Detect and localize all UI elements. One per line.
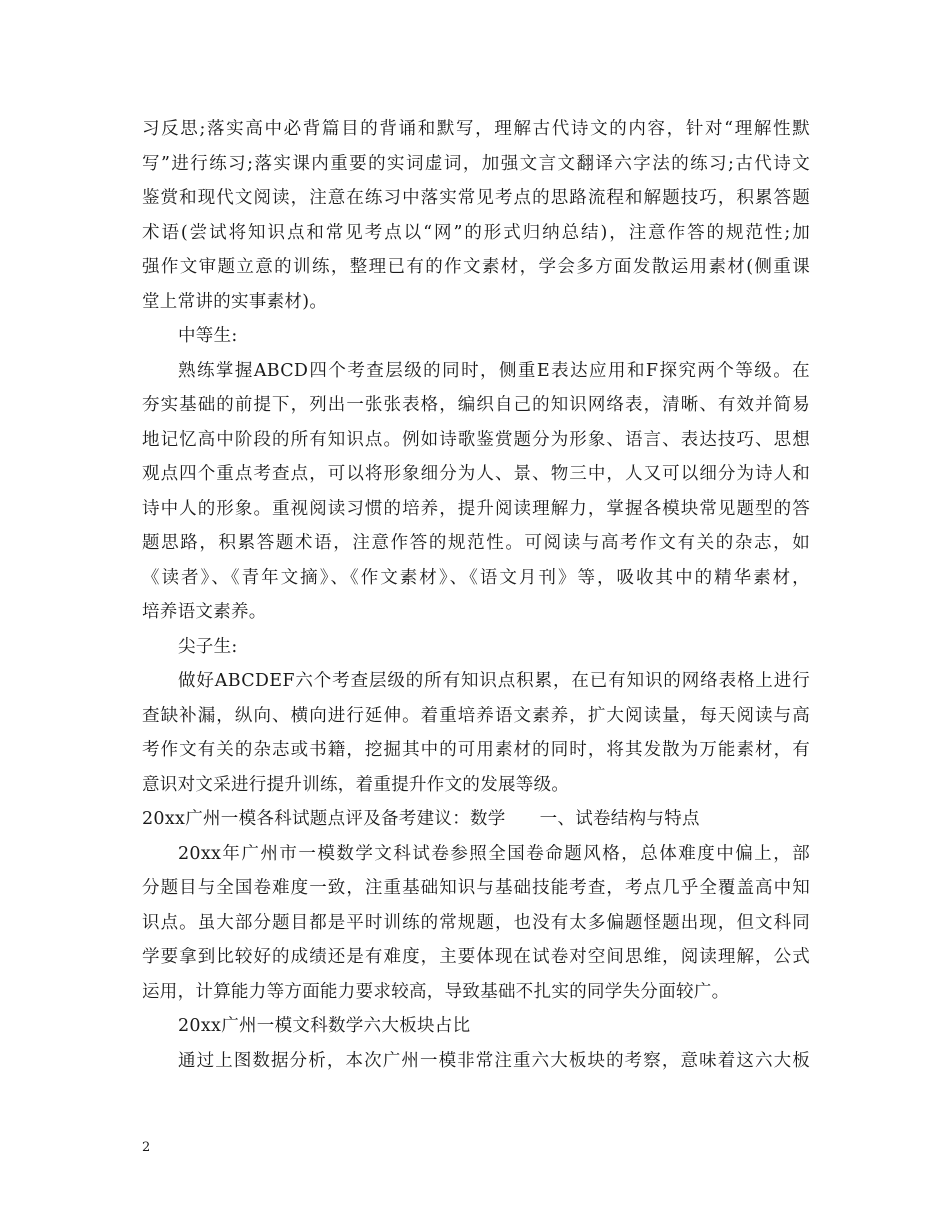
- text-line: 强作文审题立意的训练，整理已有的作文素材，学会多方面发散运用素材(侧重课: [142, 257, 810, 277]
- section-heading-title: 20xx广州一模各科试题点评及备考建议：数学: [142, 809, 506, 829]
- text-line: 术语(尝试将知识点和常见考点以“网”的形式归纳总结)，注意作答的规范性;加: [142, 222, 810, 243]
- text-line: 做好ABCDEF六个考查层级的所有知识点积累，在已有知识的网络表格上进行: [178, 671, 810, 691]
- text-line: 夯实基础的前提下，列出一张张表格，编织自己的知识网络表，清晰、有效并简易: [142, 395, 810, 415]
- text-line: 20xx广州一模文科数学六大板块占比: [178, 1016, 471, 1036]
- text-line: 尖子生:: [178, 636, 238, 657]
- text-line: 通过上图数据分析，本次广州一模非常注重六大板块的考察，意味着这六大板: [178, 1050, 810, 1071]
- text-line: 地记忆高中阶段的所有知识点。例如诗歌鉴赏题分为形象、语言、表达技巧、思想: [142, 429, 810, 450]
- text-line: 中等生:: [178, 326, 238, 346]
- text-line: 学要拿到比较好的成绩还是有难度，主要体现在试卷对空间思维，阅读理解，公式: [142, 947, 810, 967]
- text-line: 意识对文采进行提升训练，着重提升作文的发展等级。: [142, 774, 570, 795]
- text-line: 运用，计算能力等方面能力要求较高，导致基础不扎实的同学失分面较广。: [142, 981, 730, 1002]
- text-line: 习反思;落实高中必背篇目的背诵和默写，理解古代诗文的内容，针对“理解性默: [142, 119, 810, 139]
- document-body: [142, 112, 810, 1078]
- text-line: 鉴赏和现代文阅读，注意在练习中落实常见考点的思路流程和解题技巧，积累答题: [142, 188, 810, 208]
- text-line: 考作文有关的杂志或书籍，挖掘其中的可用素材的同时，将其发散为万能素材，有: [142, 740, 810, 760]
- text-line: 观点四个重点考查点，可以将形象细分为人、景、物三中，人又可以细分为诗人和: [142, 464, 810, 484]
- text-line: 培养语文素养。: [142, 602, 267, 622]
- text-line: 《读者》、《青年文摘》、《作文素材》、《语文月刊》等，吸收其中的精华素材，: [142, 567, 810, 588]
- page-number: 2: [142, 1140, 151, 1155]
- text-line: 诗中人的形象。重视阅读习惯的培养，提升阅读理解力，掌握各模块常见题型的答: [142, 498, 810, 519]
- text-line: 堂上常讲的实事素材)。: [142, 291, 328, 312]
- text-line: 分题目与全国卷难度一致，注重基础知识与基础技能考查，考点几乎全覆盖高中知: [142, 878, 810, 898]
- text-line: 题思路，积累答题术语，注意作答的规范性。可阅读与高考作文有关的杂志，如: [142, 533, 810, 553]
- text-line: 查缺补漏，纵向、横向进行延伸。着重培养语文素养，扩大阅读量，每天阅读与高: [142, 705, 810, 726]
- text-line: 识点。虽大部分题目都是平时训练的常规题，也没有太多偏题怪题出现，但文科同: [142, 912, 810, 933]
- text-line: 写”进行练习;落实课内重要的实词虚词，加强文言文翻译六字法的练习;古代诗文: [142, 153, 810, 174]
- section-heading-subtitle: 一、试卷结构与特点: [539, 809, 700, 829]
- text-line: 20xx年广州市一模数学文科试卷参照全国卷命题风格，总体难度中偏上，部: [178, 843, 810, 864]
- text-line: 熟练掌握ABCD四个考查层级的同时，侧重E表达应用和F探究两个等级。在: [178, 360, 810, 381]
- section-heading: [142, 802, 810, 837]
